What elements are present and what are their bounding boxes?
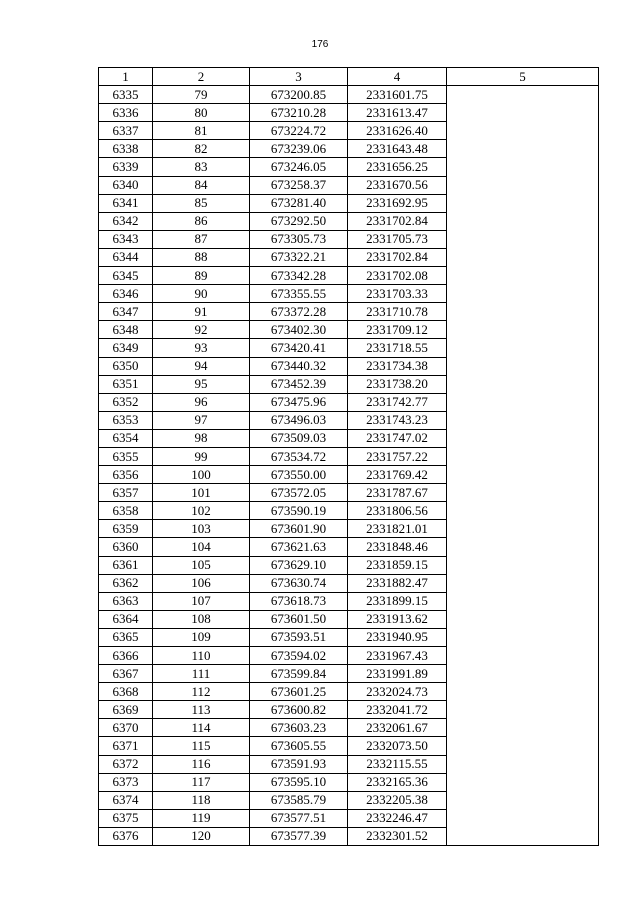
table-cell: 2331821.01: [348, 520, 447, 538]
table-cell: 2331787.67: [348, 484, 447, 502]
table-cell: 88: [153, 248, 250, 266]
table-cell: 2331747.02: [348, 429, 447, 447]
table-cell: 2331709.12: [348, 321, 447, 339]
table-cell: 6361: [99, 556, 153, 574]
table-cell: 2331743.23: [348, 411, 447, 429]
table-cell: 2331940.95: [348, 628, 447, 646]
table-cell: 673618.73: [250, 592, 348, 610]
table-cell: 673292.50: [250, 212, 348, 230]
table-cell: 92: [153, 321, 250, 339]
table-cell: 6366: [99, 647, 153, 665]
table-cell: 673590.19: [250, 502, 348, 520]
table-cell: 2331806.56: [348, 502, 447, 520]
table-cell: 6340: [99, 176, 153, 194]
table-cell: 6355: [99, 447, 153, 465]
table-cell: 673200.85: [250, 86, 348, 104]
table-cell: 673440.32: [250, 357, 348, 375]
table-cell: 82: [153, 140, 250, 158]
table-cell: 6360: [99, 538, 153, 556]
table-cell: 673402.30: [250, 321, 348, 339]
table-cell: 2331702.08: [348, 267, 447, 285]
table-cell: 105: [153, 556, 250, 574]
table-cell: 97: [153, 411, 250, 429]
table-row: [99, 86, 599, 104]
table-cell: 6362: [99, 574, 153, 592]
table-cell: 2332205.38: [348, 791, 447, 809]
table-cell: 101: [153, 484, 250, 502]
table-cell: 103: [153, 520, 250, 538]
table-cell: 6368: [99, 683, 153, 701]
table-cell: 2331656.25: [348, 158, 447, 176]
table-cell: 2331705.73: [348, 230, 447, 248]
table-cell: 6347: [99, 303, 153, 321]
table-cell: 673577.51: [250, 809, 348, 827]
table-cell: 673372.28: [250, 303, 348, 321]
table-cell: 80: [153, 104, 250, 122]
table-cell: 83: [153, 158, 250, 176]
table-cell: 673591.93: [250, 755, 348, 773]
table-cell: 117: [153, 773, 250, 791]
table-cell: 6357: [99, 484, 153, 502]
table-cell: 6375: [99, 809, 153, 827]
table-cell: 107: [153, 592, 250, 610]
table-cell: 673595.10: [250, 773, 348, 791]
table-cell: 6374: [99, 791, 153, 809]
table-cell: 87: [153, 230, 250, 248]
table-cell: 2331848.46: [348, 538, 447, 556]
table-cell: 2331613.47: [348, 104, 447, 122]
table-cell: 2332041.72: [348, 701, 447, 719]
table-cell: 6342: [99, 212, 153, 230]
table-cell: 2331757.22: [348, 447, 447, 465]
table-cell: 673475.96: [250, 393, 348, 411]
table-cell: 673629.10: [250, 556, 348, 574]
table-cell: 6336: [99, 104, 153, 122]
table-cell: 102: [153, 502, 250, 520]
table-cell: 2331643.48: [348, 140, 447, 158]
table-cell: 673630.74: [250, 574, 348, 592]
table-cell: 2331703.33: [348, 285, 447, 303]
table-cell: 113: [153, 701, 250, 719]
table-cell: 673355.55: [250, 285, 348, 303]
table-cell: 86: [153, 212, 250, 230]
column-header: 4: [348, 68, 447, 86]
table-cell: 673258.37: [250, 176, 348, 194]
table-cell: 6350: [99, 357, 153, 375]
table-body: [99, 86, 599, 846]
table-cell: 2331899.15: [348, 592, 447, 610]
table-cell: 104: [153, 538, 250, 556]
table-cell: 2332165.36: [348, 773, 447, 791]
table-cell: 673210.28: [250, 104, 348, 122]
table-cell: 93: [153, 339, 250, 357]
table-cell: 673224.72: [250, 122, 348, 140]
table-cell: 85: [153, 194, 250, 212]
table-cell: 98: [153, 429, 250, 447]
table-cell: 99: [153, 447, 250, 465]
table-cell: 6337: [99, 122, 153, 140]
table-cell: 673246.05: [250, 158, 348, 176]
table-cell: 2331601.75: [348, 86, 447, 104]
table-cell: 2331734.38: [348, 357, 447, 375]
table-cell: 6359: [99, 520, 153, 538]
table-cell: 6365: [99, 628, 153, 646]
table-cell: 673601.25: [250, 683, 348, 701]
table-cell: 673239.06: [250, 140, 348, 158]
table-cell: 673593.51: [250, 628, 348, 646]
column-header: 2: [153, 68, 250, 86]
table-cell: 95: [153, 375, 250, 393]
table-cell: 2332246.47: [348, 809, 447, 827]
table-cell: 120: [153, 827, 250, 845]
table-cell: 89: [153, 267, 250, 285]
table-cell: 673496.03: [250, 411, 348, 429]
table-cell: 673452.39: [250, 375, 348, 393]
column-header: 5: [447, 68, 599, 86]
table-cell: 2331702.84: [348, 248, 447, 266]
table-cell: 79: [153, 86, 250, 104]
table-cell: 673600.82: [250, 701, 348, 719]
table-cell: 673420.41: [250, 339, 348, 357]
table-cell: 6345: [99, 267, 153, 285]
table-cell: 115: [153, 737, 250, 755]
table-header-row: [99, 68, 599, 86]
table-cell: 6373: [99, 773, 153, 791]
table-cell: 6338: [99, 140, 153, 158]
table-cell: 673322.21: [250, 248, 348, 266]
table-cell: 2331718.55: [348, 339, 447, 357]
table-cell: 673509.03: [250, 429, 348, 447]
table-cell: 673342.28: [250, 267, 348, 285]
table-cell: 6353: [99, 411, 153, 429]
table-cell: 119: [153, 809, 250, 827]
column-header: 1: [99, 68, 153, 86]
table-cell: 2332301.52: [348, 827, 447, 845]
table-cell: 6376: [99, 827, 153, 845]
table-cell: 6348: [99, 321, 153, 339]
table-cell: 6371: [99, 737, 153, 755]
table-cell: 81: [153, 122, 250, 140]
table-cell: 2331991.89: [348, 665, 447, 683]
page-number: 176: [311, 39, 329, 50]
table-cell: 2331769.42: [348, 466, 447, 484]
table-cell: 673621.63: [250, 538, 348, 556]
table-cell: 2331710.78: [348, 303, 447, 321]
table-cell: 2331626.40: [348, 122, 447, 140]
table-cell: 106: [153, 574, 250, 592]
table-cell: 6335: [99, 86, 153, 104]
table-cell: 6352: [99, 393, 153, 411]
table-cell: 673603.23: [250, 719, 348, 737]
table-cell: 2332024.73: [348, 683, 447, 701]
table-cell: 673572.05: [250, 484, 348, 502]
table-cell: 6358: [99, 502, 153, 520]
table-cell: 2331702.84: [348, 212, 447, 230]
column-header: 3: [250, 68, 348, 86]
table-cell: 673599.84: [250, 665, 348, 683]
table-cell: 2331670.56: [348, 176, 447, 194]
table-cell: 84: [153, 176, 250, 194]
table-cell: 673305.73: [250, 230, 348, 248]
table-cell: 2331742.77: [348, 393, 447, 411]
table-cell: 2331967.43: [348, 647, 447, 665]
table-cell: 6369: [99, 701, 153, 719]
table-cell: 2331882.47: [348, 574, 447, 592]
table-cell: 2331859.15: [348, 556, 447, 574]
table-cell: 2332115.55: [348, 755, 447, 773]
table-cell: 2331738.20: [348, 375, 447, 393]
table-cell: 6367: [99, 665, 153, 683]
table-cell: 673577.39: [250, 827, 348, 845]
table-cell: 90: [153, 285, 250, 303]
table-cell: 6354: [99, 429, 153, 447]
table-cell: 118: [153, 791, 250, 809]
table-cell: 6341: [99, 194, 153, 212]
table-cell: 2331692.95: [348, 194, 447, 212]
coordinates-table: [98, 67, 599, 846]
column-5-empty-cell: [447, 86, 599, 846]
table-cell: 6346: [99, 285, 153, 303]
table-cell: 673281.40: [250, 194, 348, 212]
table-cell: 2332073.50: [348, 737, 447, 755]
table-cell: 673534.72: [250, 447, 348, 465]
table-cell: 96: [153, 393, 250, 411]
table-cell: 673601.50: [250, 610, 348, 628]
table-cell: 6344: [99, 248, 153, 266]
table-cell: 6349: [99, 339, 153, 357]
table-cell: 110: [153, 647, 250, 665]
table-cell: 6351: [99, 375, 153, 393]
table-cell: 116: [153, 755, 250, 773]
table-cell: 111: [153, 665, 250, 683]
table-cell: 6372: [99, 755, 153, 773]
table-cell: 673594.02: [250, 647, 348, 665]
table-cell: 100: [153, 466, 250, 484]
table-cell: 109: [153, 628, 250, 646]
table-cell: 6339: [99, 158, 153, 176]
table-cell: 2331913.62: [348, 610, 447, 628]
table-cell: 2332061.67: [348, 719, 447, 737]
table-cell: 673585.79: [250, 791, 348, 809]
table-cell: 6356: [99, 466, 153, 484]
table-cell: 6363: [99, 592, 153, 610]
table-cell: 112: [153, 683, 250, 701]
table-cell: 673601.90: [250, 520, 348, 538]
table-cell: 108: [153, 610, 250, 628]
table-cell: 6343: [99, 230, 153, 248]
table-cell: 94: [153, 357, 250, 375]
table-cell: 673605.55: [250, 737, 348, 755]
table-cell: 91: [153, 303, 250, 321]
table-cell: 114: [153, 719, 250, 737]
table-cell: 6364: [99, 610, 153, 628]
table-cell: 673550.00: [250, 466, 348, 484]
table-cell: 6370: [99, 719, 153, 737]
